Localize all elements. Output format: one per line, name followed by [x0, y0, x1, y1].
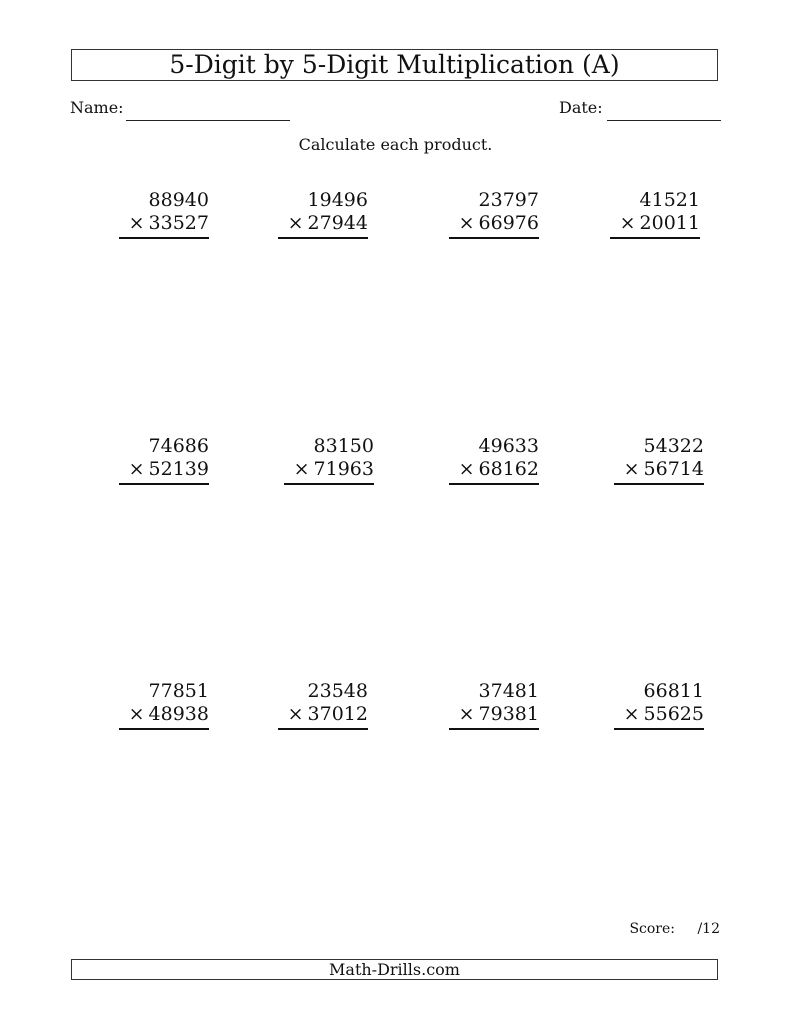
times-sign: ×	[128, 703, 145, 725]
date-line	[607, 120, 721, 121]
answer-line	[278, 728, 368, 730]
times-sign: ×	[458, 703, 475, 725]
problem-10-top: 23548	[307, 680, 368, 702]
problem-7-bottom-row	[449, 458, 539, 481]
times-sign: ×	[128, 458, 145, 480]
problem-2-bottom-row	[278, 212, 368, 235]
problem-5	[119, 435, 209, 485]
problem-1-bottom: 33527	[148, 212, 209, 234]
times-sign: ×	[287, 703, 304, 725]
answer-line	[278, 237, 368, 239]
date-label: Date:	[559, 98, 603, 117]
problem-4-bottom-row	[610, 212, 700, 235]
problem-5-top: 74686	[148, 435, 209, 457]
problem-6	[284, 435, 374, 485]
times-sign: ×	[128, 212, 145, 234]
problem-3-top: 23797	[478, 189, 539, 211]
answer-line	[610, 237, 700, 239]
problem-6-top: 83150	[313, 435, 374, 457]
answer-line	[449, 483, 539, 485]
problem-1-top: 88940	[148, 189, 209, 211]
problem-6-bottom-row	[284, 458, 374, 481]
problem-11-bottom: 79381	[478, 703, 539, 725]
problem-10-bottom: 37012	[307, 703, 368, 725]
score-label: Score:	[629, 921, 675, 937]
problem-2	[278, 189, 368, 239]
answer-line	[284, 483, 374, 485]
worksheet-title: 5-Digit by 5-Digit Multiplication (A)	[71, 49, 718, 81]
problem-11-bottom-row	[449, 703, 539, 726]
answer-line	[119, 728, 209, 730]
problem-12-bottom-row	[614, 703, 704, 726]
problem-10-bottom-row	[278, 703, 368, 726]
problem-6-bottom: 71963	[313, 458, 374, 480]
problem-7-top: 49633	[478, 435, 539, 457]
problem-5-bottom: 52139	[148, 458, 209, 480]
problem-8-bottom: 56714	[643, 458, 704, 480]
problem-9-top: 77851	[148, 680, 209, 702]
name-label: Name:	[70, 98, 124, 117]
name-line	[126, 120, 290, 121]
problem-9-bottom-row	[119, 703, 209, 726]
problem-7-bottom: 68162	[478, 458, 539, 480]
problem-8	[614, 435, 704, 485]
times-sign: ×	[287, 212, 304, 234]
answer-line	[614, 483, 704, 485]
problem-4-bottom: 20011	[639, 212, 700, 234]
times-sign: ×	[623, 703, 640, 725]
times-sign: ×	[458, 458, 475, 480]
problem-8-bottom-row	[614, 458, 704, 481]
problem-11-top: 37481	[478, 680, 539, 702]
problem-3-bottom: 66976	[478, 212, 539, 234]
problem-3	[449, 189, 539, 239]
instructions: Calculate each product.	[298, 135, 493, 154]
times-sign: ×	[293, 458, 310, 480]
problem-12	[614, 680, 704, 730]
times-sign: ×	[623, 458, 640, 480]
problem-12-bottom: 55625	[643, 703, 704, 725]
problem-9-bottom: 48938	[148, 703, 209, 725]
problem-11	[449, 680, 539, 730]
problem-5-bottom-row	[119, 458, 209, 481]
problem-1-bottom-row	[119, 212, 209, 235]
times-sign: ×	[458, 212, 475, 234]
answer-line	[614, 728, 704, 730]
times-sign: ×	[619, 212, 636, 234]
problem-10	[278, 680, 368, 730]
problem-7	[449, 435, 539, 485]
problem-9	[119, 680, 209, 730]
problem-1	[119, 189, 209, 239]
problem-12-top: 66811	[643, 680, 704, 702]
answer-line	[119, 483, 209, 485]
problem-2-bottom: 27944	[307, 212, 368, 234]
answer-line	[449, 728, 539, 730]
problem-4	[610, 189, 700, 239]
problem-3-bottom-row	[449, 212, 539, 235]
answer-line	[449, 237, 539, 239]
score-total: /12	[697, 921, 720, 937]
problem-2-top: 19496	[307, 189, 368, 211]
problem-8-top: 54322	[643, 435, 704, 457]
problem-4-top: 41521	[639, 189, 700, 211]
answer-line	[119, 237, 209, 239]
footer-site-name: Math-Drills.com	[71, 959, 718, 980]
